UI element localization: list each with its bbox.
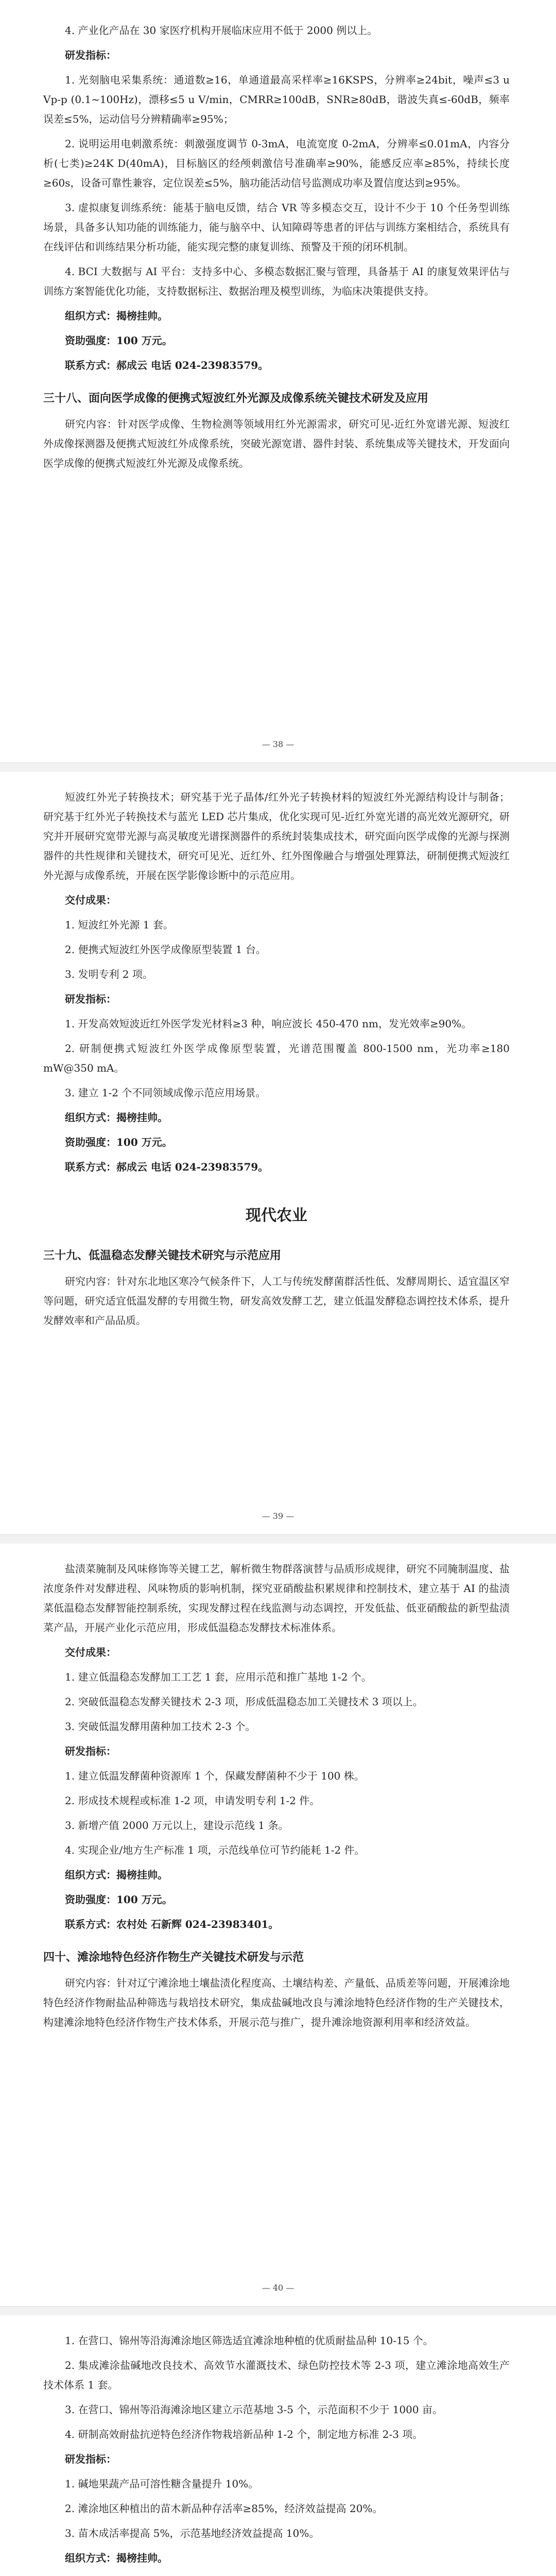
text-line: 4. 实现企业/地方生产标准 1 项，示范线单位可节约能耗 1-2 件。	[65, 1844, 365, 1856]
funding	[43, 2573, 510, 2576]
page-number: — 38 —	[262, 739, 294, 749]
page-38	[0, 0, 556, 762]
section-body: 研究内容：针对辽宁滩涂地土壤盐渍化程度高、土壤结构差、产量低、品质差等问题，开展滩涂地特色经济作物耐盐品种筛选与栽培技术研究，集成盐碱地改良与滩涂地特色经济作物的生产关键技术，构建滩涂地特色经济作物生产技术体系，开展示范与推广，提升滩涂地资源利用率和经济效益。	[43, 1977, 510, 2028]
text-line: 短波红外光子转换技术；研究基于光子晶体/红外光子转换材料的短波红外光源结构设计与制备；研究基于红外光子转换技术与蓝光 LED 芯片集成，优化实现可见-近红外宽光谱的高光效光源研究，研究并开展研究宽带光源与高灵敏度光谱探测器件的系统封装集成技术，研究面向医学成像的光源与探测器件的共性规律和关键技术，研究可见光、近红外、红外图像融合与增强处理算法，研制便携式短波红外光源与成像系统，开展在医学影像诊断中的示范应用。	[43, 791, 510, 882]
contact: 联系方式：农村处 石新辉 024-23983401。	[65, 1918, 279, 1930]
page-41	[0, 2315, 556, 2576]
section-label: 研发指标：	[65, 1745, 116, 1757]
section-title-39: 三十九、低温稳态发酵关键技术研究与示范应用	[43, 1249, 282, 1262]
text-line: 2. 研制便携式短波红外医学成像原型装置，光谱范围覆盖 800-1500 nm，光功率≥180 mW@350 mA。	[43, 1042, 510, 1074]
text-line: 3. 虚拟康复训练系统：能基于脑电反馈，结合 VR 等多模态交互，设计不少于 10 个任务型训练场景，具备多认知功能的训练能力，能与脑卒中、认知障碍等患者的评估与训练方案相结合，系统具有在线评估和训练结果分析功能，能实现完整的康复训练、预警及干预的闭环机制。	[43, 201, 510, 253]
org-mode: 组织方式：揭榜挂帅。	[65, 310, 168, 322]
text-line: 4. 产业化产品在 30 家医疗机构开展临床应用不低于 2000 例以上。	[65, 24, 378, 37]
page-number: — 39 —	[262, 1511, 294, 1521]
text-line: 1. 开发高效短波近红外医学发光材料≥3 种，响应波长 450-470 nm，发光效率≥90%。	[65, 1018, 472, 1030]
chapter-title: 现代农业	[246, 1207, 307, 1225]
text-line: 1. 建立低温发酵菌种资源库 1 个，保藏发酵菌种不少于 100 株。	[65, 1770, 364, 1782]
text-line: 2. 集成滩涂盐碱地改良技术、高效节水灌溉技术、绿色防控技术等 2-3 项，建立滩涂地高效生产技术体系 1 套。	[43, 2359, 510, 2391]
text-line: 3. 苗木成活率提高 5%，示范基地经济效益提高 10%。	[65, 2527, 320, 2539]
page-40	[0, 1544, 556, 2306]
funding: 资助强度：100 万元。	[65, 1136, 172, 1148]
section-label: 交付成果：	[65, 1646, 116, 1658]
text-line: 1. 碱地果蔬产品可溶性糖含量提升 10%。	[65, 2478, 259, 2490]
text-line: 2. 滩涂地区种植出的苗木新品种存活率≥85%，经济效益提高 20%。	[65, 2502, 383, 2515]
text-line: 3. 新增产值 2000 万元以上，建设示范线 1 条。	[65, 1819, 289, 1832]
text-line: 2. 突破低温稳态发酵关键技术 2-3 项，形成低温稳态加工关键技术 3 项以上。	[65, 1696, 423, 1708]
page-39	[0, 772, 556, 1534]
contact: 联系方式：郝成云 电话 024-23983579。	[65, 1161, 269, 1173]
page-divider	[0, 1534, 556, 1545]
text-line: 2. 形成技术规程或标准 1-2 项，申请发明专利 1-2 件。	[65, 1794, 320, 1807]
page-divider	[0, 2306, 556, 2316]
text-line: 3. 在营口、锦州等沿海滩涂地区建立示范基地 3-5 个，示范面积不少于 1000 亩。	[65, 2403, 443, 2416]
section-label: 研发指标：	[65, 2453, 116, 2465]
org-mode: 组织方式：揭榜挂帅。	[65, 1869, 168, 1881]
text-line: 盐渍菜腌制及风味修饰等关键工艺，解析微生物群落演替与品质形成规律，研究不同腌制温度、盐浓度条件对发酵进程、风味物质的影响机制，探究亚硝酸盐积累规律和控制技术，建立基于 AI 的盐渍菜低温稳态发酵智能控制系统，实现发酵过程在线监测与动态调控，开发低盐、低亚硝酸盐的新型盐渍菜产品，开展产业化示范应用，形成低温稳态发酵技术标准体系。	[43, 1563, 510, 1634]
org-mode: 组织方式：揭榜挂帅。	[65, 2552, 168, 2564]
section-title-40: 四十、滩涂地特色经济作物生产关键技术研发与示范	[43, 1951, 304, 1964]
funding: 资助强度：100 万元。	[65, 334, 172, 347]
section-label: 交付成果：	[65, 894, 116, 906]
section-label: 研发指标：	[65, 49, 116, 61]
section-body: 研究内容：针对东北地区寒冷气候条件下，人工与传统发酵菌群活性低、发酵周期长、适宜温区窄等问题，研究适宜低温发酵的专用微生物，研发高效发酵工艺，建立低温发酵稳态调控技术体系，提升发酵效率和产品品质。	[43, 1275, 510, 1327]
page-divider	[0, 762, 556, 773]
section-body: 研究内容：针对医学成像、生物检测等领域用红外光源需求，研究可见-近红外宽谱光源、短波红外成像探测器及便携式短波红外成像系统，突破光源宽谱、器件封装、系统集成等关键技术，开发面向医学成像的便携式短波红外光源及成像系统。	[43, 418, 510, 469]
org-mode: 组织方式：揭榜挂帅。	[65, 1111, 168, 1124]
text-line: 1. 在营口、锦州等沿海滩涂地区筛选适宜滩涂地种植的优质耐盐品种 10-15 个。	[65, 2334, 433, 2347]
text-line: 1. 短波红外光源 1 套。	[65, 919, 173, 931]
funding: 资助强度：100 万元。	[65, 1893, 172, 1906]
contact: 联系方式：郝成云 电话 024-23983579。	[65, 359, 269, 371]
page-number: — 40 —	[262, 2283, 294, 2293]
text-line: 3. 发明专利 2 项。	[65, 968, 153, 980]
text-line: 4. BCI 大数据与 AI 平台：支持多中心、多模态数据汇聚与管理，具备基于 AI 的康复效果评估与训练方案智能优化功能，支持数据标注、数据治理及模型训练，为临床决策提供支持。	[43, 265, 510, 297]
text-line: 2. 便携式短波红外医学成像原型装置 1 台。	[65, 943, 266, 956]
section-label: 研发指标：	[65, 993, 116, 1005]
section-title-38: 三十八、面向医学成像的便携式短波红外光源及成像系统关键技术研发及应用	[43, 392, 429, 405]
text-line: 3. 突破低温发酵用菌种加工技术 2-3 个。	[65, 1720, 256, 1733]
text-line: 1. 光刻脑电采集系统：通道数≥16，单通道最高采样率≥16KSPS，分辨率≥24bit，噪声≤3 u Vp-p (0.1~100Hz)，漂移≤5 u V/min，CMRR≥100dB，SNR≥80dB，谐波失真≤-60dB，频率误差≤5%，运动信号分辨精确率≥95%；	[43, 74, 510, 125]
text-line: 1. 建立低温稳态发酵加工工艺 1 套，应用示范和推广基地 1-2 个。	[65, 1671, 372, 1683]
text-line: 2. 说明运用电刺激系统：刺激强度调节 0-3mA，电流宽度 0-2mA，分辨率≤0.01mA，内容分析(七类)≥24K D(40mA)，目标脑区的经颅刺激信号准确率≥90%，能感反应率≥85%，持续长度≥60s，设备可靠性兼容，定位误差≤5%，脑功能活动信号监测成功率及置信度达到≥95%。	[43, 138, 510, 189]
text-line: 4. 研制高效耐盐抗逆特色经济作物栽培新品种 1-2 个，制定地方标准 2-3 项。	[65, 2428, 423, 2441]
text-line: 3. 建立 1-2 个不同领域成像示范应用场景。	[65, 1087, 266, 1099]
